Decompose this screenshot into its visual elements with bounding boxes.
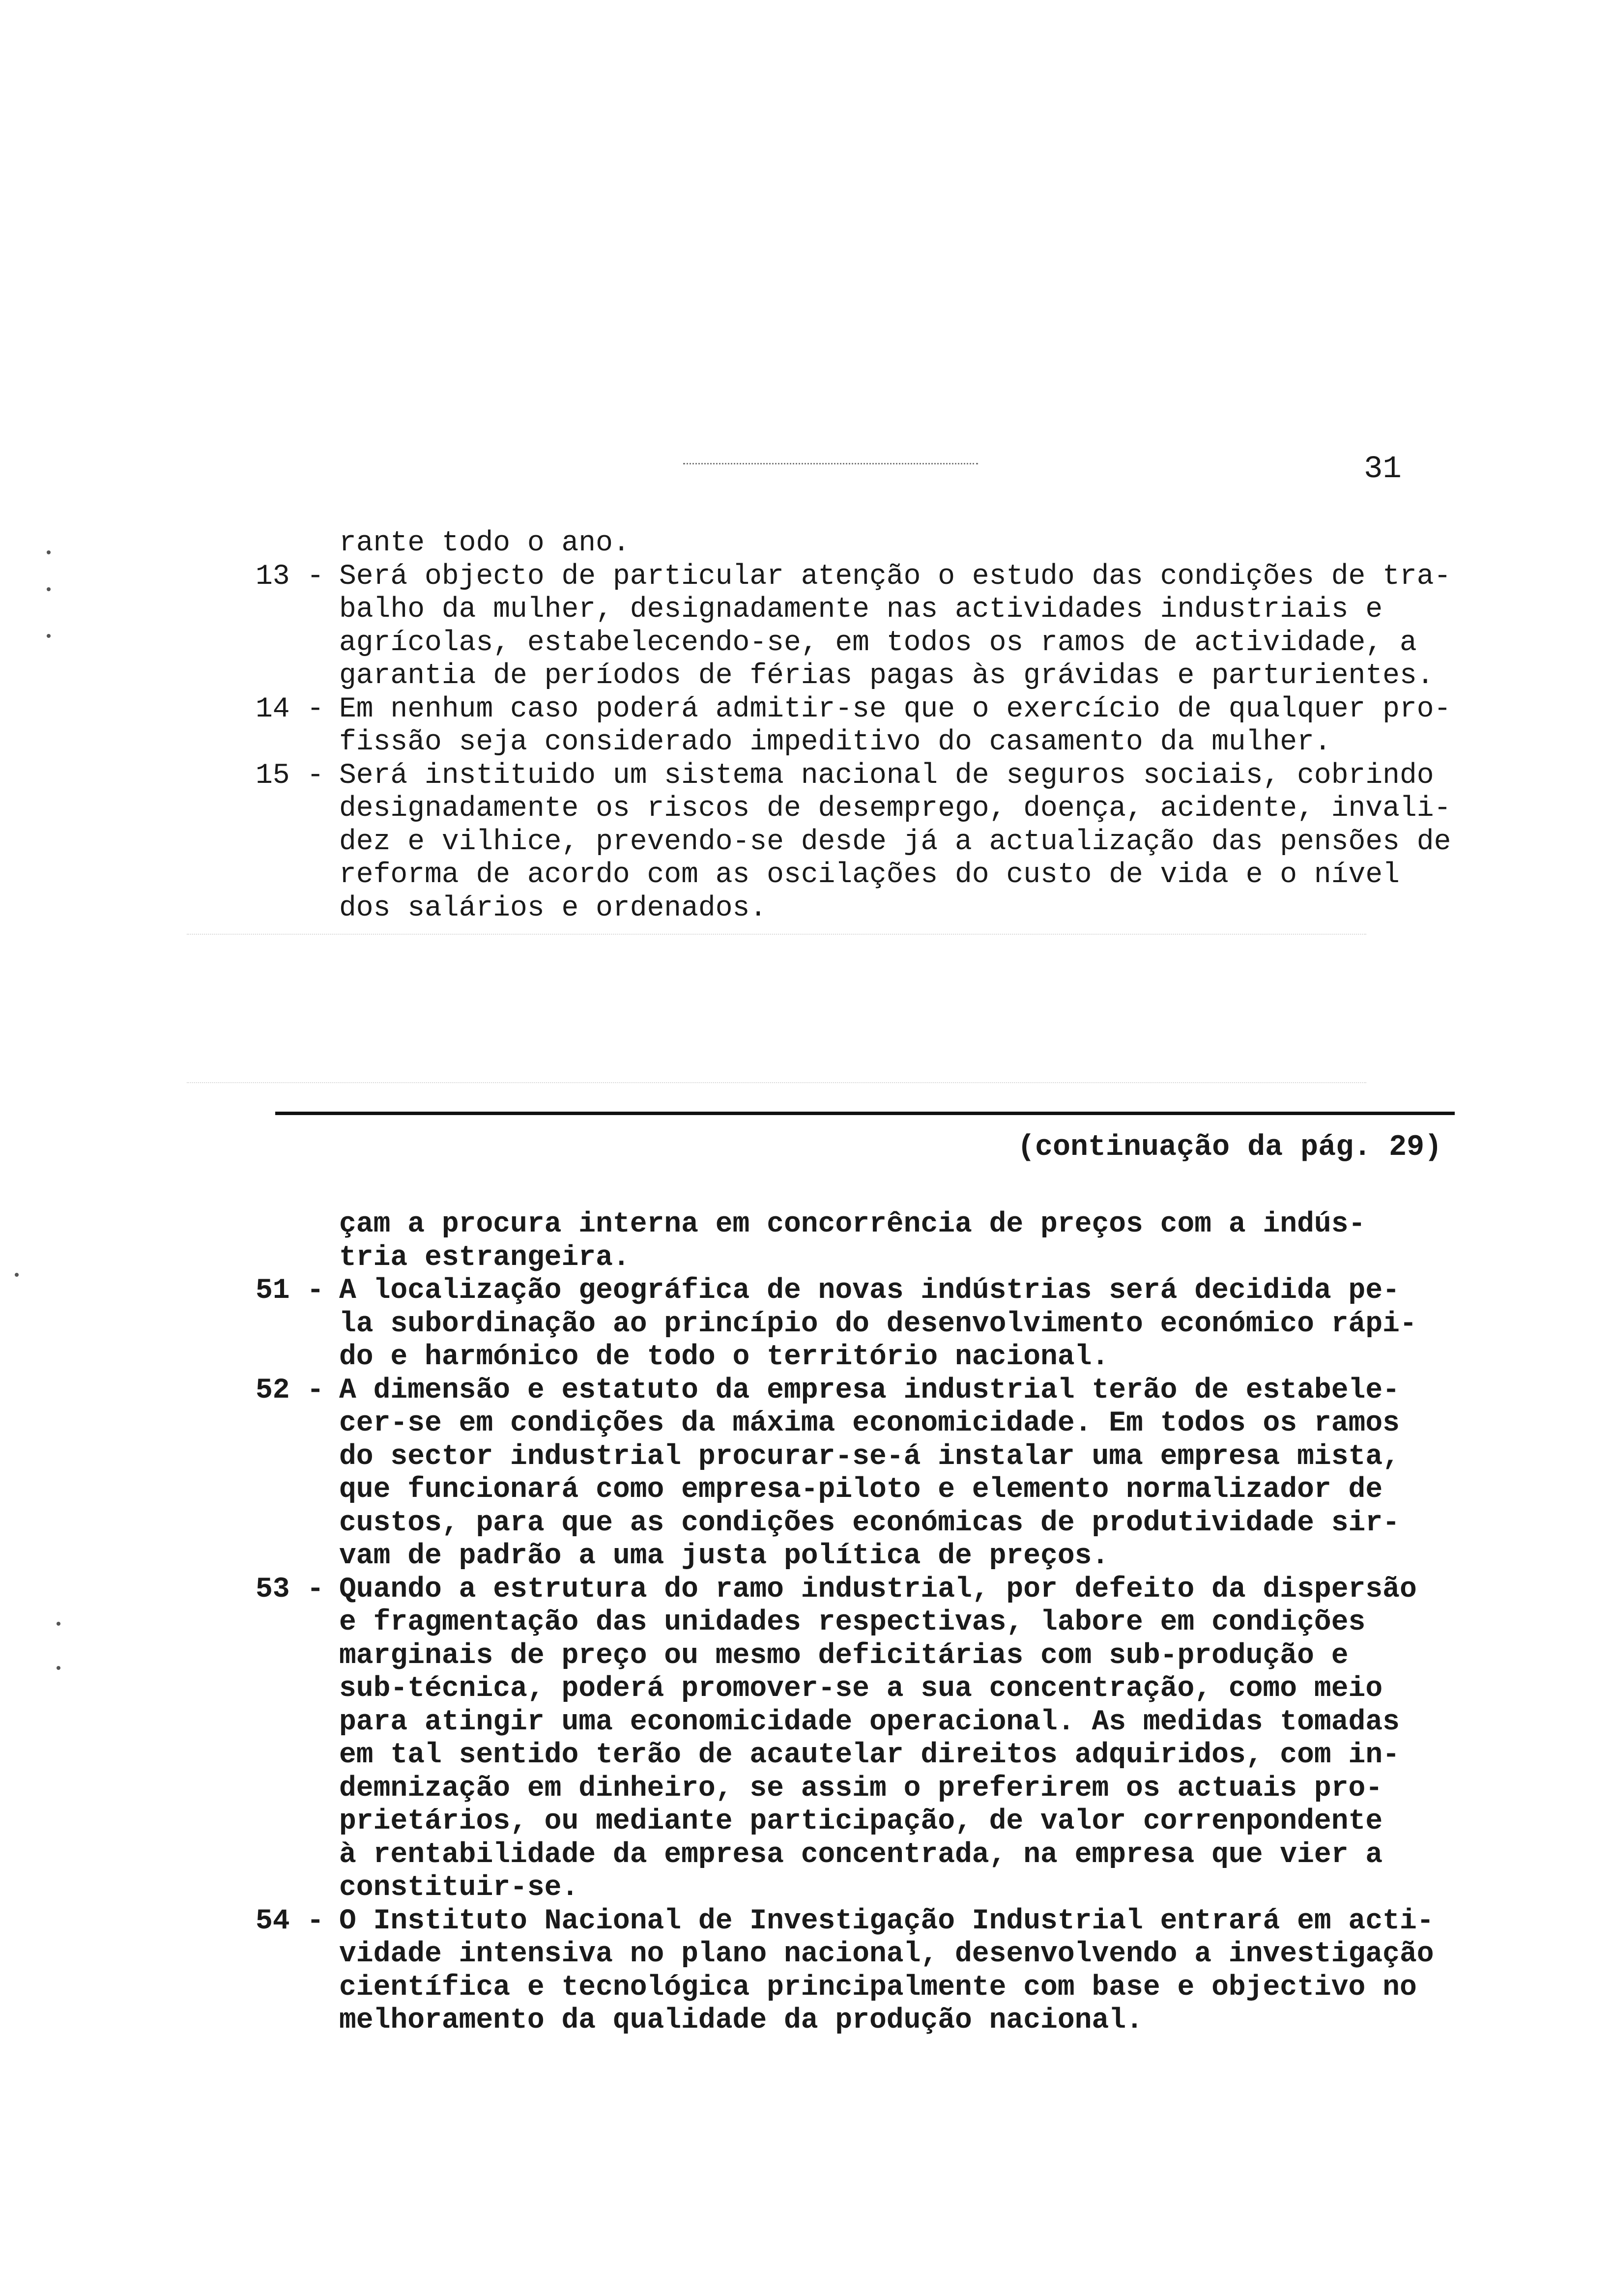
lead-line: rante todo o ano. [339, 527, 630, 559]
margin-speck [47, 550, 51, 554]
margin-speck [15, 1273, 19, 1277]
list-item-51 [256, 1274, 1524, 1374]
text-line: dez e vilhice, prevendo-se desde já a actualização das pensões de [339, 826, 1451, 858]
text-line: vidade intensiva no plano nacional, desenvolvendo a investigação [339, 1938, 1434, 1970]
text-line: designadamente os riscos de desemprego, doença, acidente, invali- [339, 793, 1451, 825]
text-line: constituir-se. [339, 1872, 579, 1904]
text-line: la subordinação ao princípio do desenvolvimento económico rápi- [339, 1308, 1417, 1340]
list-item-53 [256, 1573, 1524, 1905]
text-line: Será objecto de particular atenção o estudo das condições de tra- [339, 560, 1451, 593]
text-line: A dimensão e estatuto da empresa industrial terão de estabele- [339, 1374, 1400, 1406]
lead-line: tria estrangeira. [339, 1241, 630, 1274]
text-line: marginais de preço ou mesmo deficitárias com sub-produção e [339, 1639, 1349, 1672]
text-line: balho da mulher, designadamente nas actividades industriais e [339, 594, 1383, 626]
text-line: científica e tecnológica principalmente com base e objectivo no [339, 1971, 1417, 2004]
text-line: dos salários e ordenados. [339, 892, 767, 924]
text-line: agrícolas, estabelecendo-se, em todos os ramos de actividade, a [339, 627, 1417, 659]
item-number: 54 - [256, 1905, 324, 1937]
text-line: cer-se em condições da máxima economicidade. Em todos os ramos [339, 1407, 1400, 1439]
text-line: e fragmentação das unidades respectivas, labore em condições [339, 1607, 1366, 1638]
text-line: fissão seja considerado impeditivo do casamento da mulher. [339, 726, 1331, 758]
list-item-15 [256, 759, 1509, 925]
text-line: garantia de períodos de férias pagas às grávidas e parturientes. [339, 660, 1434, 692]
text-line: Em nenhum caso poderá admitir-se que o exercício de qualquer pro- [339, 693, 1451, 725]
text-line: em tal sentido terão de acautelar direitos adquiridos, com in- [339, 1739, 1400, 1771]
top-dotted-mark [683, 463, 978, 464]
bleed-through-area [187, 934, 1366, 1083]
text-line: custos, para que as condições económicas de produtividade sir- [339, 1507, 1400, 1539]
item-number: 53 - [256, 1573, 324, 1606]
item-number: 52 - [256, 1374, 324, 1406]
item-number: 13 - [256, 560, 324, 593]
margin-speck [57, 1622, 60, 1626]
list-item-13 [256, 560, 1509, 693]
list-item-52 [256, 1374, 1524, 1573]
text-line: demnização em dinheiro, se assim o preferirem os actuais pro- [339, 1772, 1383, 1805]
text-line: para atingir uma economicidade operacional. As medidas tomadas [339, 1706, 1400, 1738]
list-item-14 [256, 693, 1509, 759]
text-line: Quando a estrutura do ramo industrial, por defeito da dispersão [339, 1573, 1417, 1606]
page-number: 31 [1364, 452, 1402, 487]
text-line: Será instituido um sistema nacional de seguros sociais, cobrindo [339, 759, 1434, 792]
margin-speck [47, 587, 51, 591]
margin-speck [57, 1666, 60, 1670]
margin-speck [47, 634, 51, 638]
text-line: O Instituto Nacional de Investigação Industrial entrará em acti- [339, 1905, 1434, 1937]
text-line: prietários, ou mediante participação, de valor correnpondente [339, 1806, 1383, 1837]
separator-rule [275, 1112, 1455, 1115]
item-number: 14 - [256, 693, 324, 725]
text-line: reforma de acordo com as oscilações do custo de vida e o nível [339, 859, 1400, 891]
list-item-54 [256, 1905, 1524, 2038]
text-line: A localização geográfica de novas indústrias será decidida pe- [339, 1275, 1400, 1307]
lead-line: çam a procura interna em concorrência de preços com a indús- [339, 1208, 1366, 1240]
text-line: sub-técnica, poderá promover-se a sua concentração, como meio [339, 1673, 1383, 1705]
top-section [256, 527, 1509, 925]
text-line: à rentabilidade da empresa concentrada, na empresa que vier a [339, 1838, 1383, 1871]
bottom-section [256, 1208, 1524, 2038]
text-line: melhoramento da qualidade da produção nacional. [339, 2005, 1143, 2037]
text-line: do e harmónico de todo o território nacional. [339, 1341, 1109, 1373]
item-number: 51 - [256, 1275, 324, 1307]
text-line: vam de padrão a uma justa política de preços. [339, 1540, 1109, 1572]
continuation-label: (continuação da pág. 29) [1017, 1131, 1442, 1164]
item-number: 15 - [256, 759, 324, 792]
text-line: do sector industrial procurar-se-á instalar uma empresa mista, [339, 1440, 1400, 1473]
text-line: que funcionará como empresa-piloto e elemento normalizador de [339, 1474, 1383, 1506]
